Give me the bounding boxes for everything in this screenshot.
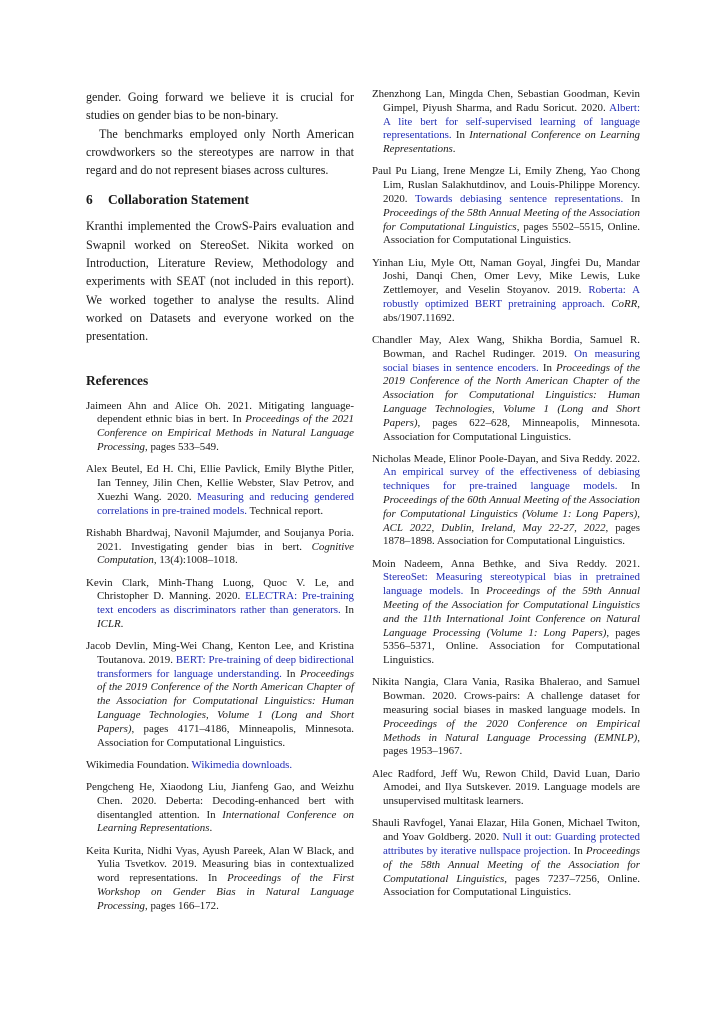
left-column <box>86 88 354 922</box>
reference-details: . <box>209 822 213 835</box>
reference-entry <box>372 88 640 157</box>
reference-in: In <box>630 704 640 717</box>
section-number: 6 <box>86 192 93 208</box>
reference-link[interactable]: Towards debiasing sentence representations. <box>415 192 624 205</box>
reference-entry <box>372 334 640 444</box>
reference-details: , pages 5502–5515, Online. Association for Computational Linguistics. <box>383 220 641 247</box>
reference-details: , pages 1953–1967. <box>383 731 640 758</box>
reference-authors: Nikita Nangia, Clara Vania, Rasika Bhalerao, and Samuel Bowman. 2020. Crows-pairs: A challenge dataset for measuring social biases in masked language models. <box>372 676 640 717</box>
reference-authors: Alec Radford, Jeff Wu, Rewon Child, David Luan, Dario Amodei, and Ilya Sutskever. 2019. Language models are unsupervised multitask learners. <box>372 767 640 808</box>
reference-authors: Alex Beutel, Ed H. Chi, Ellie Pavlick, Emily Blythe Pitler, Ian Tenney, Jilin Chen, Kellie Webster, Slav Petrov, and Xuezhi Wang. 2020. <box>86 463 354 503</box>
section-heading <box>86 191 354 209</box>
reference-authors: Zhenzhong Lan, Mingda Chen, Sebastian Goodman, Kevin Gimpel, Piyush Sharma, and Radu Soricut. 2020. <box>372 88 640 114</box>
reference-link[interactable]: StereoSet: Measuring stereotypical bias in pretrained language models. <box>383 571 640 598</box>
reference-link[interactable]: Measuring and reducing gendered correlations in pre-trained models. <box>97 490 354 517</box>
reference-entry <box>86 640 354 750</box>
section-title: Collaboration Statement <box>108 192 249 208</box>
right-column <box>372 88 640 909</box>
reference-entry <box>86 759 354 773</box>
reference-entry <box>372 558 640 668</box>
reference-authors: Shauli Ravfogel, Yanai Elazar, Hila Gonen, Michael Twiton, and Yoav Goldberg. 2020. <box>372 817 640 844</box>
reference-details: , pages 5356–5371, Online. Association for Computational Linguistics. <box>383 626 640 667</box>
reference-details: , abs/1907.11692. <box>383 297 640 324</box>
references-heading: References <box>86 372 149 388</box>
reference-authors: Wikimedia Foundation. <box>86 758 190 771</box>
reference-link[interactable]: Wikimedia downloads. <box>191 758 293 771</box>
reference-in: In <box>630 192 641 205</box>
reference-entry <box>372 165 640 248</box>
reference-authors: Rishabh Bhardwaj, Navonil Majumder, and Soujanya Poria. 2021. Investigating gender bias in bert. <box>86 526 354 553</box>
reference-details: , pages 7237–7256, Online. Association for Computational Linguistics. <box>383 872 640 899</box>
reference-entry <box>372 768 640 809</box>
reference-details: , pages 166–172. <box>145 899 219 912</box>
reference-in: In <box>573 844 583 857</box>
reference-link[interactable]: An empirical survey of the effectiveness of debiasing techniques for pre-trained language models. <box>383 466 640 493</box>
reference-venue: ICLR <box>97 617 121 630</box>
reference-in: In <box>542 361 552 374</box>
reference-details: , pages 622–628, Minneapolis, Minnesota. Association for Computational Linguistics. <box>383 416 640 443</box>
reference-entry <box>86 463 354 518</box>
reference-authors: Pengcheng He, Xiaodong Liu, Jianfeng Gao, and Weizhu Chen. 2020. Deberta: Decoding-enhanced bert with disentangled attention. <box>86 781 354 821</box>
reference-authors: Nicholas Meade, Elinor Poole-Dayan, and Siva Reddy. 2022. <box>372 452 640 465</box>
section-body: Kranthi implemented the CrowS-Pairs evaluation and Swapnil worked on StereoSet. Nikita worked on Introduction, Literature Review, Methodology and experiments with SEAT (not included in this report). We worked together to analyse the results. Alind worked on Datasets and everyone worked on the presentation. <box>86 219 354 344</box>
reference-entry <box>372 676 640 759</box>
reference-venue: CoRR <box>611 297 638 310</box>
reference-entry <box>372 257 640 326</box>
references-list-right <box>372 88 640 900</box>
reference-authors: Yinhan Liu, Myle Ott, Naman Goyal, Jingfei Du, Mandar Joshi, Danqi Chen, Omer Levy, Mike Lewis, Luke Zettlemoyer, and Veselin Stoyanov. 2019. <box>372 256 640 297</box>
reference-venue: Proceedings of the 2020 Conference on Empirical Methods in Natural Language Processing (EMNLP) <box>383 717 640 744</box>
reference-entry <box>372 453 640 550</box>
reference-venue: Proceedings of the 2019 Conference of the North American Chapter of the Association for Computational Linguistics: Human Language Technologies, Volume 1 (Long and Short Papers) <box>383 361 640 429</box>
reference-details: . <box>452 143 456 156</box>
reference-details: , pages 4171–4186, Minneapolis, Minnesota. Association for Computational Linguistics. <box>97 722 354 749</box>
reference-venue: Cognitive Computation <box>97 540 354 567</box>
reference-details: . <box>120 617 124 630</box>
reference-link[interactable]: Roberta: A robustly optimized BERT pretraining approach. <box>383 284 640 310</box>
reference-venue: Proceedings of the 58th Annual Meeting of the Association for Computational Linguistics <box>383 206 640 233</box>
reference-authors: Keita Kurita, Nidhi Vyas, Ayush Pareek, Alan W Black, and Yulia Tsvetkov. 2019. Measuring bias in contextualized word representations. <box>86 844 354 885</box>
reference-entry <box>86 400 354 455</box>
reference-authors: Jacob Devlin, Ming-Wei Chang, Kenton Lee, and Kristina Toutanova. 2019. <box>86 640 354 666</box>
reference-in: In <box>455 129 465 142</box>
reference-authors: Jaimeen Ahn and Alice Oh. 2021. <box>86 399 252 412</box>
reference-link[interactable]: Albert: A lite bert for self-supervised learning of language representations. <box>383 101 640 142</box>
references-list-left <box>86 400 354 914</box>
reference-venue: Proceedings of the 2021 Conference on Empirical Methods in Natural Language Processing <box>97 413 354 453</box>
reference-venue: Proceedings of the 58th Annual Meeting of the Association for Computational Linguistics <box>383 844 640 885</box>
reference-entry <box>86 577 354 632</box>
reference-venue: Proceedings of the 2019 Conference of the North American Chapter of the Association for Computational Linguistics: Human Language Technologies, Volume 1 (Long and Short Papers) <box>97 667 354 735</box>
reference-link[interactable]: Null it out: Guarding protected attributes by iterative nullspace projection. <box>383 831 640 857</box>
reference-details: , 13(4):1008–1018. <box>153 554 238 567</box>
reference-in: In <box>344 604 354 617</box>
reference-authors: Paul Pu Liang, Irene Mengze Li, Emily Zheng, Yao Chong Lim, Ruslan Salakhutdinov, and Louis-Philippe Morency. 2020. <box>372 165 640 205</box>
reference-details: Technical report. <box>249 504 324 517</box>
reference-in: In <box>208 872 218 885</box>
reference-in: In <box>630 480 640 493</box>
reference-venue: Proceedings of the 59th Annual Meeting of the Association for Computational Linguistics and the 11th International Joint Conference on Natural Language Processing (Volume 1: Long Papers) <box>383 585 640 639</box>
reference-in: In <box>206 808 216 821</box>
reference-authors: Kevin Clark, Minh-Thang Luong, Quoc V. Le, and Christopher D. Manning. 2020. <box>86 576 354 603</box>
reference-venue: International Conference on Learning Representations <box>383 129 640 156</box>
reference-link[interactable]: ELECTRA: Pre-training text encoders as discriminators rather than generators. <box>97 590 354 617</box>
reference-details: , pages 1878–1898. Association for Computational Linguistics. <box>383 521 641 548</box>
intro-paragraph: The benchmarks employed only North American crowdworkers so the stereotypes are narrow in that regard and do not represent biases across cultures. <box>86 126 354 178</box>
reference-in: In <box>286 667 296 680</box>
reference-entry <box>86 527 354 568</box>
reference-in: In <box>232 413 242 426</box>
reference-in: In <box>470 585 480 598</box>
reference-authors: Moin Nadeem, Anna Bethke, and Siva Reddy. 2021. <box>372 557 640 570</box>
reference-authors: Chandler May, Alex Wang, Shikha Bordia, Samuel R. Bowman, and Rachel Rudinger. 2019. <box>372 333 640 360</box>
reference-link[interactable]: On measuring social biases in sentence encoders. <box>383 347 640 374</box>
reference-entry <box>372 817 640 900</box>
reference-entry <box>86 845 354 914</box>
reference-entry <box>86 781 354 836</box>
reference-link[interactable]: BERT: Pre-training of deep bidirectional transformers for language understanding. <box>97 653 354 680</box>
intro-paragraph: gender. Going forward we believe it is crucial for studies on gender bias to be non-binary. <box>86 90 354 123</box>
reference-title: Mitigating language-dependent ethnic bias in bert. <box>97 399 355 426</box>
reference-details: , pages 533–549. <box>145 440 219 453</box>
reference-venue: Proceedings of the 60th Annual Meeting of the Association for Computational Linguistics (Volume 1: Long Papers), ACL 2022, Dublin, Ireland, May 22-27, 2022 <box>383 494 640 534</box>
reference-venue: Proceedings of the First Workshop on Gender Bias in Natural Language Processing <box>97 872 354 912</box>
reference-venue: International Conference on Learning Representations <box>97 808 354 835</box>
